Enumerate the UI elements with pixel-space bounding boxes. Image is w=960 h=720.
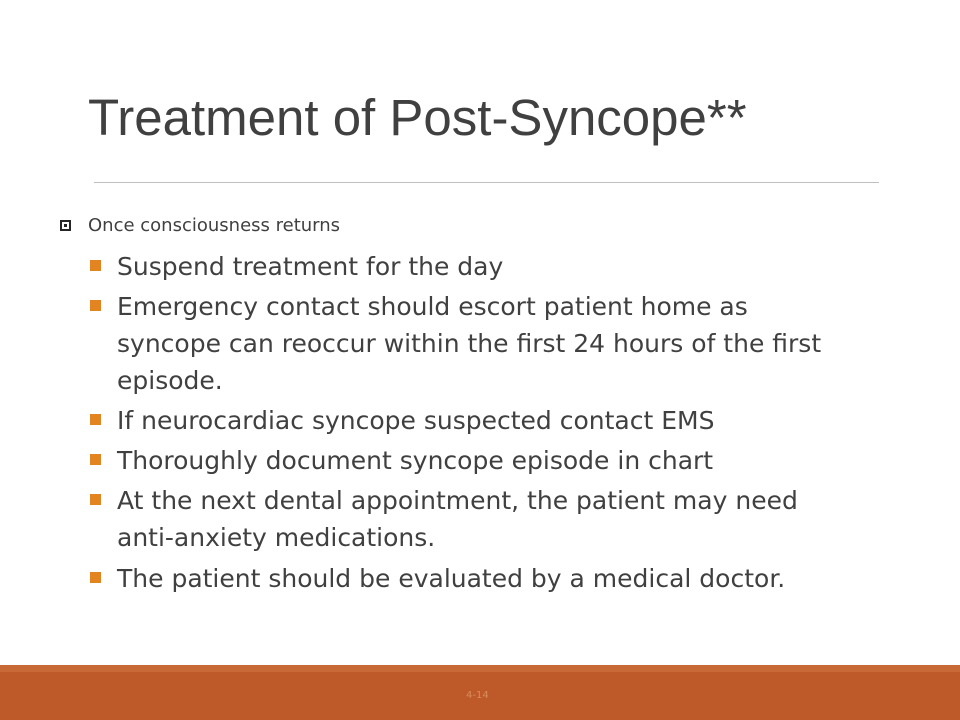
orange-square-bullet-icon (90, 414, 101, 425)
bullet-text: The patient should be evaluated by a medical doctor. (117, 564, 786, 593)
bullet-item (90, 560, 850, 597)
bullet-item (90, 288, 850, 399)
level1-bullet-text: Once consciousness returns (88, 215, 341, 236)
level1-bullet-item (60, 215, 340, 236)
bullet-item (90, 402, 850, 439)
orange-square-bullet-icon (90, 260, 101, 271)
bullet-item (90, 442, 850, 479)
bullet-text: At the next dental appointment, the patient may need anti-anxiety medications. (117, 486, 798, 552)
orange-square-bullet-icon (90, 454, 101, 465)
orange-square-bullet-icon (90, 572, 101, 583)
slide-title: Treatment of Post-Syncope** (88, 89, 747, 146)
bullet-text: Thoroughly document syncope episode in chart (117, 446, 714, 475)
slide-number: 4-14 (466, 690, 489, 701)
bullet-item (90, 482, 850, 556)
title-divider (94, 182, 879, 183)
bullet-text: Suspend treatment for the day (117, 252, 504, 281)
bullet-text: If neurocardiac syncope suspected contact EMS (117, 406, 715, 435)
orange-square-bullet-icon (90, 494, 101, 505)
bullet-item (90, 248, 850, 285)
bullet-text: Emergency contact should escort patient home as syncope can reoccur within the first 24 hours of the first episode. (117, 292, 822, 395)
square-dot-bullet-icon (60, 220, 71, 231)
orange-square-bullet-icon (90, 300, 101, 311)
